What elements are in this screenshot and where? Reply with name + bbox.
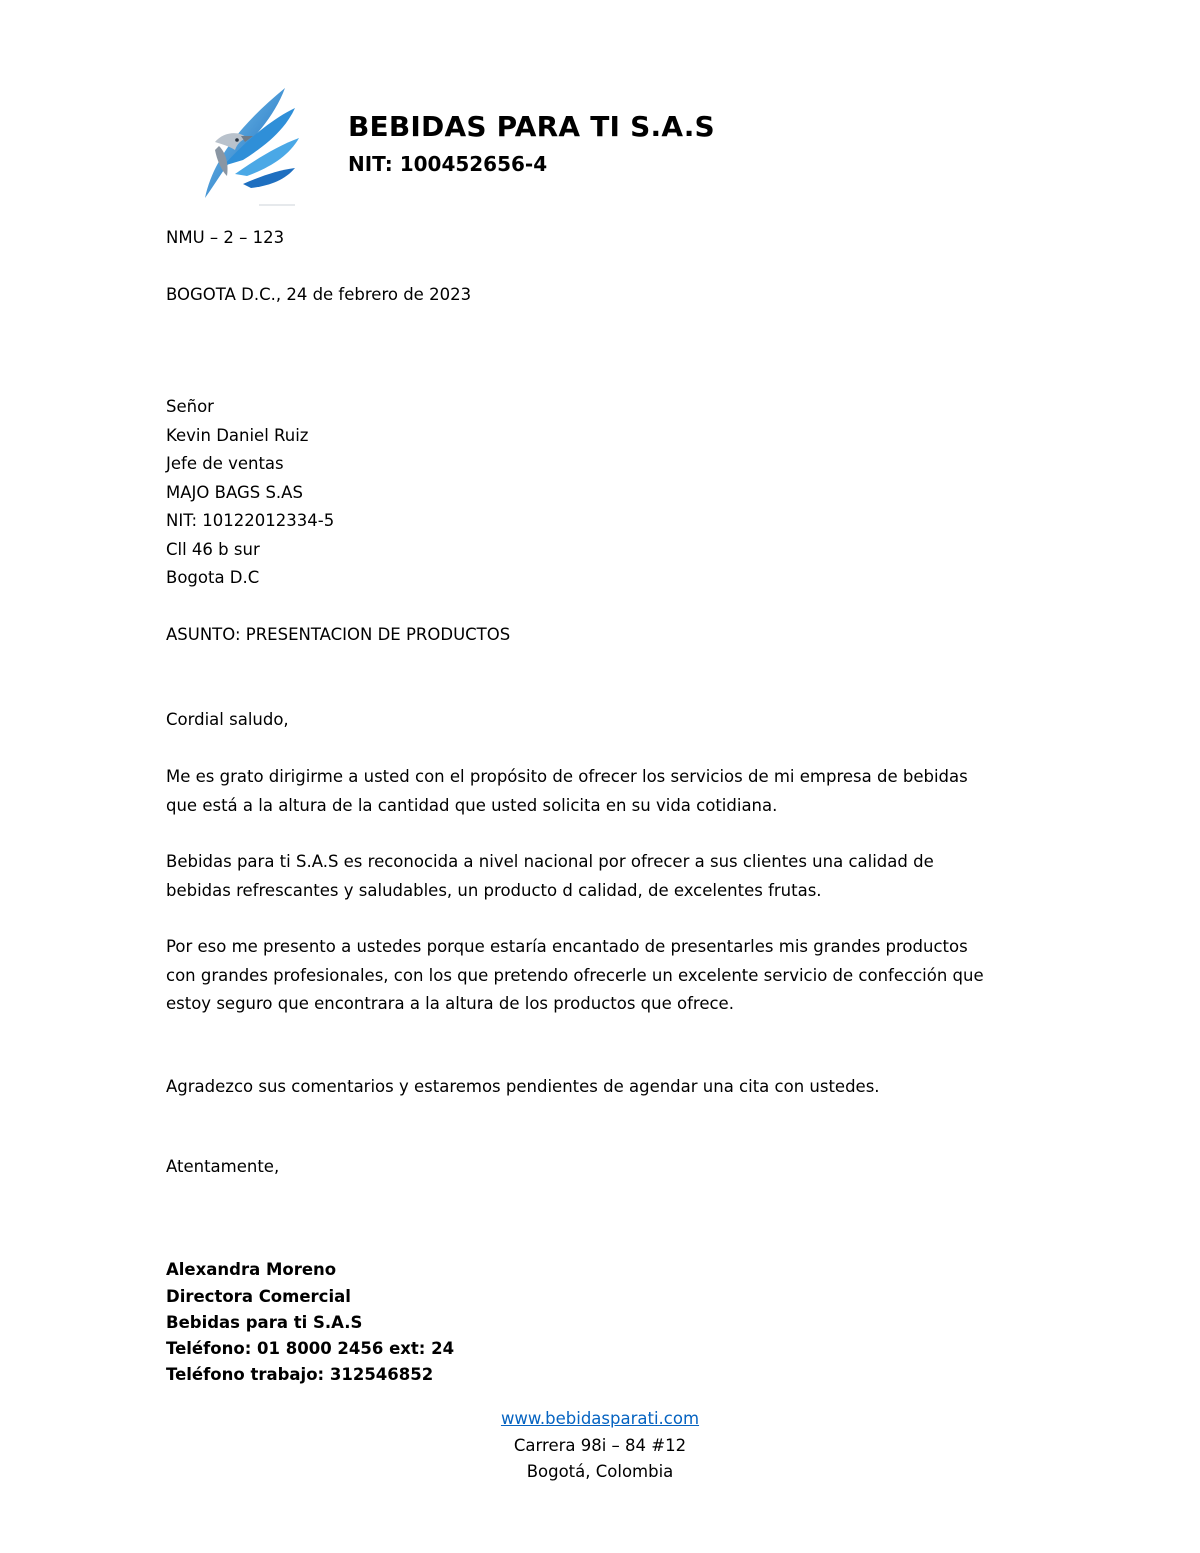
paragraph-line: estoy seguro que encontrara a la altura de los productos que ofrece. bbox=[166, 994, 734, 1013]
paragraph-line: Agradezco sus comentarios y estaremos pendientes de agendar una cita con ustedes. bbox=[166, 1077, 880, 1096]
recipient-city: Bogota D.C bbox=[166, 568, 260, 587]
paragraph-line: bebidas refrescantes y saludables, un producto d calidad, de excelentes frutas. bbox=[166, 880, 822, 900]
company-name: BEBIDAS PARA TI S.A.S bbox=[348, 110, 715, 143]
body-paragraph bbox=[166, 848, 1046, 905]
paragraph-line: Bebidas para ti S.A.S es reconocida a nivel nacional por ofrecer a sus clientes una calidad de bbox=[166, 852, 934, 871]
recipient-nit: NIT: 10122012334-5 bbox=[166, 511, 335, 530]
paragraph-line: Por eso me presento a ustedes porque estaría encantado de presentarles mis grandes productos bbox=[166, 937, 968, 956]
recipient-position: Jefe de ventas bbox=[166, 454, 284, 473]
subject-line: ASUNTO: PRESENTACION DE PRODUCTOS bbox=[166, 625, 511, 644]
recipient-title: Señor bbox=[166, 397, 214, 416]
company-nit: NIT: 100452656-4 bbox=[348, 152, 548, 176]
signature-work-phone: Teléfono trabajo: 312546852 bbox=[166, 1365, 434, 1384]
closing: Atentamente, bbox=[166, 1157, 280, 1176]
recipient-company: MAJO BAGS S.AS bbox=[166, 483, 303, 502]
signature-company: Bebidas para ti S.A.S bbox=[166, 1313, 363, 1332]
greeting: Cordial saludo, bbox=[166, 710, 289, 729]
paragraph-line: con grandes profesionales, con los que pretendo ofrecerle un excelente servicio de confección que bbox=[166, 965, 984, 985]
body-paragraph bbox=[166, 763, 1046, 820]
signature-phone: Teléfono: 01 8000 2456 ext: 24 bbox=[166, 1339, 455, 1358]
signature-name: Alexandra Moreno bbox=[166, 1260, 337, 1279]
website-link[interactable]: www.bebidasparati.com bbox=[500, 1409, 700, 1428]
paragraph-line: Me es grato dirigirme a usted con el propósito de ofrecer los servicios de mi empresa de bebidas bbox=[166, 767, 968, 786]
signature-title: Directora Comercial bbox=[166, 1287, 351, 1306]
footer-city: Bogotá, Colombia bbox=[526, 1462, 674, 1481]
body-paragraph bbox=[166, 1073, 1046, 1102]
place-date: BOGOTA D.C., 24 de febrero de 2023 bbox=[166, 285, 472, 304]
reference-number: NMU – 2 – 123 bbox=[166, 228, 285, 247]
body-paragraph bbox=[166, 933, 1046, 1019]
recipient-name: Kevin Daniel Ruiz bbox=[166, 426, 309, 445]
paragraph-line: que está a la altura de la cantidad que usted solicita en su vida cotidiana. bbox=[166, 795, 778, 815]
footer-address: Carrera 98i – 84 #12 bbox=[513, 1436, 687, 1455]
eagle-wing-logo-icon bbox=[185, 80, 305, 210]
recipient-address: Cll 46 b sur bbox=[166, 540, 260, 559]
